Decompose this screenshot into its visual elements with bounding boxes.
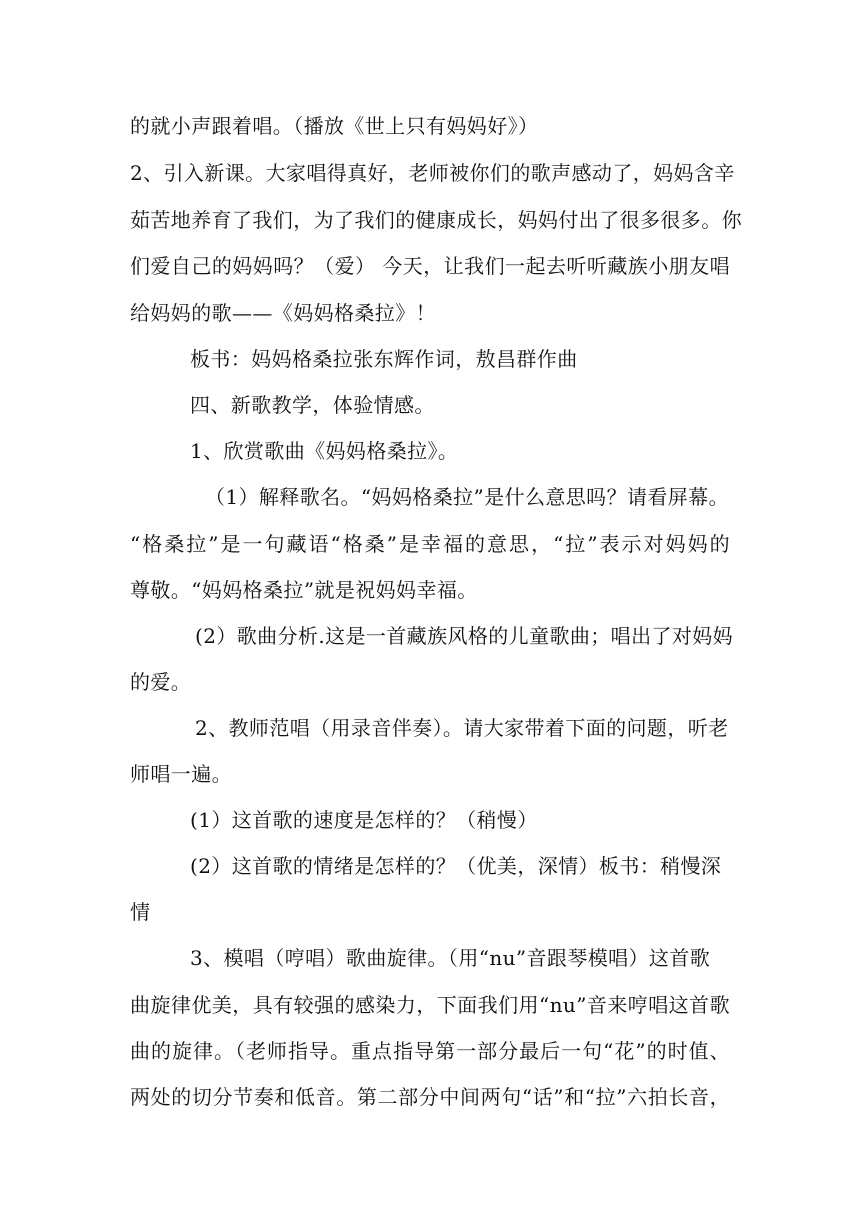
text-line-16: (1）这首歌的速度是怎样的？（稍慢） — [190, 808, 538, 832]
text-line-7: 四、新歌教学，体验情感。 — [190, 393, 435, 417]
text-line-9: （1）解释歌名。“妈妈格桑拉”是什么意思吗？请看屏幕。 — [205, 485, 729, 509]
text-line-2: 2、引入新课。大家唱得真好，老师被你们的歌声感动了，妈妈含辛 — [130, 161, 735, 185]
text-line-17: (2）这首歌的情绪是怎样的？（优美，深情）板书：稍慢深 — [190, 854, 722, 878]
text-line-3: 茹苦地养育了我们，为了我们的健康成长，妈妈付出了很多很多。你 — [130, 208, 742, 232]
text-line-22: 两处的切分节奏和低音。第二部分中间两句“话”和“拉”六拍长音， — [130, 1085, 730, 1109]
text-line-4: 们爱自己的妈妈吗？（爱） 今天，让我们一起去听听藏族小朋友唱 — [130, 254, 730, 278]
text-line-19: 3、模唱（哼唱）歌曲旋律。（用“nu”音跟琴模唱）这首歌 — [190, 946, 711, 970]
text-line-12: (2）歌曲分析.这是一首藏族风格的儿童歌曲；唱出了对妈妈 — [195, 624, 734, 648]
text-line-20: 曲旋律优美，具有较强的感染力，下面我们用“nu”音来哼唱这首歌 — [130, 993, 730, 1017]
text-line-8: 1、欣赏歌曲《妈妈格桑拉》。 — [190, 439, 459, 463]
text-line-21: 曲的旋律。（老师指导。重点指导第一部分最后一句“花”的时值、 — [130, 1039, 730, 1063]
text-line-18: 情 — [130, 900, 151, 924]
text-line-14: 2、教师范唱（用录音伴奏）。请大家带着下面的问题，听老 — [195, 716, 729, 740]
text-line-6: 板书：妈妈格桑拉张东辉作词，敖昌群作曲 — [190, 347, 578, 371]
text-line-1: 的就小声跟着唱。（播放《世上只有妈妈好》） — [130, 114, 539, 138]
text-line-11: 尊敬。“妈妈格桑拉”就是祝妈妈幸福。 — [130, 578, 478, 602]
text-line-15: 师唱一遍。 — [130, 762, 232, 786]
text-line-5: 给妈妈的歌——《妈妈格桑拉》！ — [130, 301, 436, 325]
text-line-13: 的爱。 — [130, 670, 192, 694]
text-line-10: “格桑拉”是一句藏语“格桑”是幸福的意思，“拉”表示对妈妈的 — [130, 532, 730, 556]
